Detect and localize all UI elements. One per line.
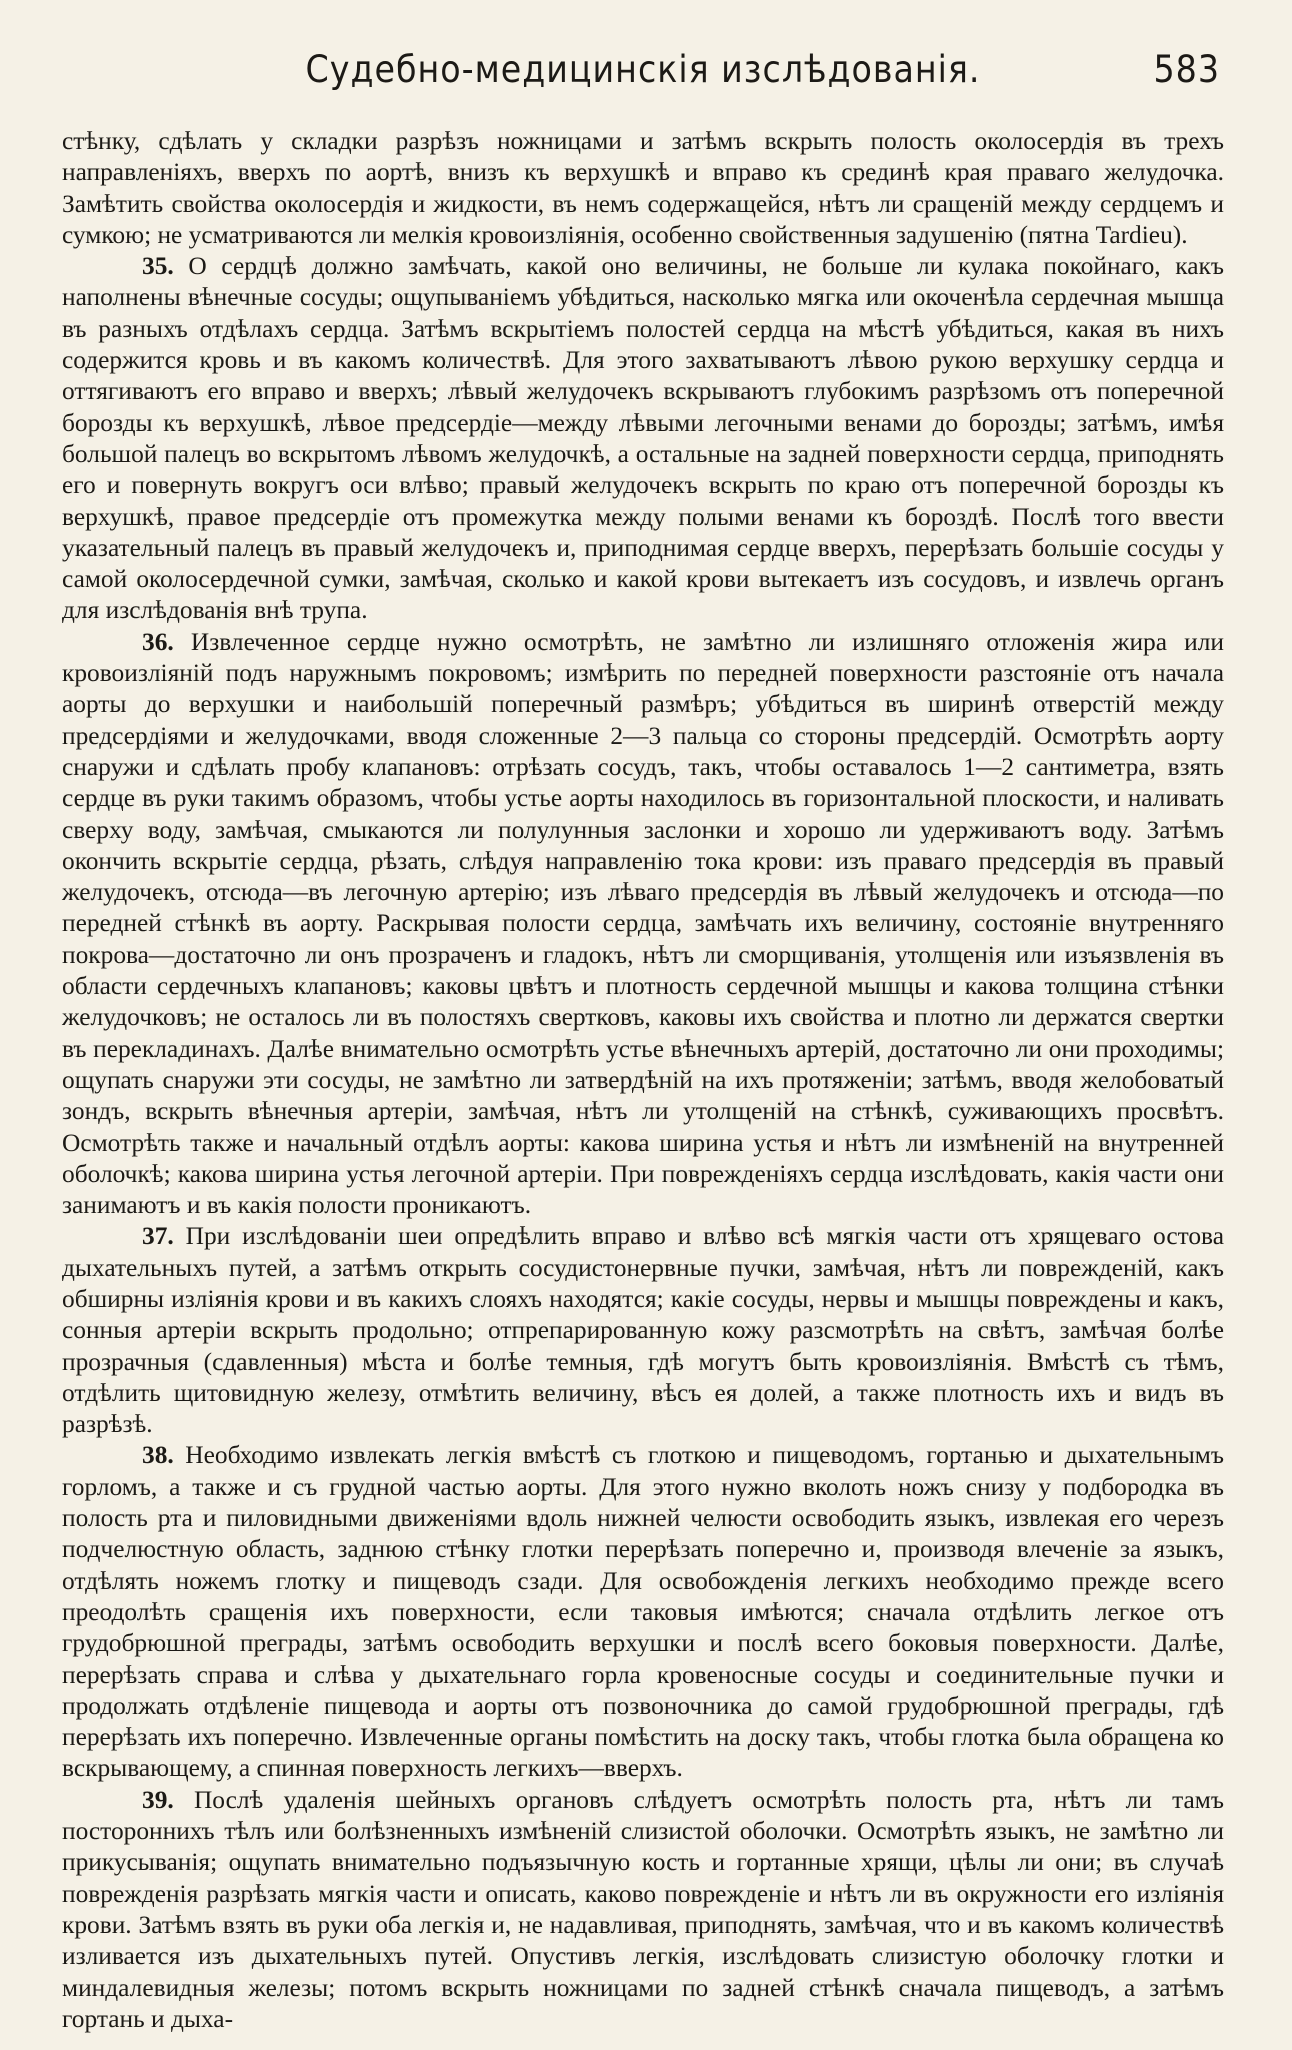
paragraph-36 — [62, 627, 1224, 1222]
section-number: 36. — [142, 627, 174, 656]
paragraph-38 — [62, 1440, 1224, 1784]
paragraph-text: Послѣ удаленія шейныхъ органовъ слѣдуетъ осмотрѣть полость рта, нѣтъ ли тамъ постороннихъ тѣлъ или болѣзненныхъ измѣненій слизистой оболочки. Осмотрѣть языкъ, не замѣтно ли прикусыванія; ощупать внимательно подъязычную кость и гортанные хрящи, цѣлы ли они; въ случаѣ поврежденія разрѣзать мягкія части и описать, каково поврежденіе и нѣтъ ли въ окружности его изліянія крови. Затѣмъ взять въ руки оба легкія и, не надавливая, приподнять, замѣчая, что и въ какомъ количествѣ изливается изъ дыхательныхъ путей. Опустивъ легкія, изслѣдовать слизистую оболочку глотки и миндалевидныя железы; потомъ вскрыть ножницами по задней стѣнкѣ сначала пищеводъ, а затѣмъ гортань и дыха- — [62, 1785, 1224, 2033]
section-number: 38. — [142, 1441, 174, 1470]
paragraph-37 — [62, 1221, 1224, 1440]
book-page — [62, 42, 1224, 2032]
continuation-paragraph: стѣнку, сдѣлать у складки разрѣзъ ножницами и затѣмъ вскрыть полость околосердія въ трехъ направленіяхъ, вверхъ по аортѣ, внизъ къ верхушкѣ и вправо къ срединѣ края праваго желудочка. Замѣтить свойства околосердія и жидкости, въ немъ содержащейся, нѣтъ ли сращеній между сердцемъ и сумкою; не усматриваются ли мелкія кровоизліянія, особенно свойственныя задушенію (пятна Tardieu). — [62, 127, 1224, 249]
running-title: Судебно-медицинскія изслѣдованія. — [305, 48, 981, 91]
body-text — [62, 126, 1224, 2035]
paragraph-39 — [62, 1785, 1224, 2035]
section-number: 39. — [142, 1785, 174, 1814]
section-number: 35. — [142, 252, 174, 281]
paragraph-text: Необходимо извлекать легкія вмѣстѣ съ глоткою и пищеводомъ, гортанью и дыхательнымъ горломъ, а также и съ грудной частью аорты. Для этого нужно вколоть ножъ снизу у подбородка въ полость рта и пиловидными движеніями вдоль нижней челюсти освободить языкъ, извлекая его черезъ подчелюстную область, заднюю стѣнку глотки перерѣзать поперечно и, производя влеченіе за языкъ, отдѣлять ножемъ глотку и пищеводъ сзади. Для освобожденія легкихъ необходимо прежде всего преодолѣть сращенія ихъ поверхности, если таковыя имѣются; сначала отдѣлить легкое отъ грудобрюшной преграды, затѣмъ освободить верхушки и послѣ всего боковыя поверхности. Далѣе, перерѣзать справа и слѣва у дыхательнаго горла кровеносные сосуды и соединительные пучки и продолжать отдѣленіе пищевода и аорты отъ позвоночника до самой грудобрюшной преграды, гдѣ перерѣзать ихъ поперечно. Извлеченные органы помѣстить на доску такъ, чтобы глотка была обращена ко вскрывающему, а спинная поверхность легкихъ—вверхъ. — [62, 1441, 1224, 1783]
running-head — [62, 42, 1224, 98]
paragraph-text: О сердцѣ должно замѣчать, какой оно величины, не больше ли кулака покойнаго, какъ наполнены вѣнечные сосуды; ощупываніемъ убѣдиться, насколько мягка или окоченѣла сердечная мышца въ разныхъ отдѣлахъ сердца. Затѣмъ вскрытіемъ полостей сердца на мѣстѣ убѣдиться, какая въ нихъ содержится кровь и въ какомъ количествѣ. Для этого захватываютъ лѣвою рукою верхушку сердца и оттягиваютъ его вправо и вверхъ; лѣвый желудочекъ вскрываютъ глубокимъ разрѣзомъ отъ поперечной борозды къ верхушкѣ, лѣвое предсердіе—между лѣвыми легочными венами до борозды; затѣмъ, имѣя большой палецъ во вскрытомъ лѣвомъ желудочкѣ, а остальные на задней поверхности сердца, приподнять его и повернуть вокругъ оси влѣво; правый желудочекъ вскрыть по краю отъ поперечной борозды къ верхушкѣ, правое предсердіе отъ промежутка между полыми венами къ бороздѣ. Послѣ того ввести указательный палецъ въ правый желудочекъ и, приподнимая сердце вверхъ, перерѣзать большіе сосуды у самой околосердечной сумки, замѣчая, сколько и какой крови вытекаетъ изъ сосудовъ, и извлечь органъ для изслѣдованія внѣ трупа. — [62, 252, 1224, 625]
paragraph-text: При изслѣдованіи шеи опредѣлить вправо и влѣво всѣ мягкія части отъ хрящеваго остова дыхательныхъ путей, а затѣмъ открыть сосудистонервные пучки, замѣчая, нѣтъ ли поврежденій, какъ обширны изліянія крови и въ какихъ слояхъ находятся; какіе сосуды, нервы и мышцы повреждены и какъ, сонныя артеріи вскрыть продольно; отпрепарированную кожу разсмотрѣть на свѣтъ, замѣчая болѣе прозрачныя (сдавленныя) мѣста и болѣе темныя, гдѣ могутъ быть кровоизліянія. Вмѣстѣ съ тѣмъ, отдѣлить щитовидную железу, отмѣтить величину, вѣсъ ея долей, а также плотность ихъ и видъ въ разрѣзѣ. — [62, 1222, 1224, 1439]
paragraph-35 — [62, 251, 1224, 627]
paragraph-text: Извлеченное сердце нужно осмотрѣть, не замѣтно ли излишняго отложенія жира или кровоизліяній подъ наружнымъ покровомъ; измѣрить по передней поверхности разстояніе отъ начала аорты до верхушки и наибольшій поперечный размѣръ; убѣдиться въ ширинѣ отверстій между предсердіями и желудочками, вводя сложенные 2—3 пальца со стороны предсердій. Осмотрѣть аорту снаружи и сдѣлать пробу клапановъ: отрѣзать сосудъ, такъ, чтобы оставалось 1—2 сантиметра, взять сердце въ руки такимъ образомъ, чтобы устье аорты находилось въ горизонтальной плоскости, и наливать сверху воду, замѣчая, смыкаются ли полулунныя заслонки и хорошо ли удерживаютъ воду. Затѣмъ окончить вскрытіе сердца, рѣзать, слѣдуя направленію тока крови: изъ праваго предсердія въ правый желудочекъ, отсюда—въ легочную артерію; изъ лѣваго предсердія въ лѣвый желудочекъ и отсюда—по передней стѣнкѣ въ аорту. Раскрывая полости сердца, замѣчать ихъ величину, состояніе внутренняго покрова—достаточно ли онъ прозраченъ и гладокъ, нѣтъ ли сморщиванія, утолщенія или изъязвленія въ области сердечныхъ клапановъ; каковы цвѣтъ и плотность сердечной мышцы и какова толщина стѣнки желудочковъ; не осталось ли въ полостяхъ свертковъ, каковы ихъ свойства и плотно ли держатся свертки въ перекладинахъ. Далѣе внимательно осмотрѣть устье вѣнечныхъ артерій, достаточно ли они проходимы; ощупать снаружи эти сосуды, не замѣтно ли затвердѣній на ихъ протяженіи; затѣмъ, вводя желобоватый зондъ, вскрыть вѣнечныя артеріи, замѣчая, нѣтъ ли утолщеній на стѣнкѣ, суживающихъ просвѣтъ. Осмотрѣть также и начальный отдѣлъ аорты: какова ширина устья и нѣтъ ли измѣненій на внутренней оболочкѣ; какова ширина устья легочной артеріи. При поврежденіяхъ сердца изслѣдовать, какія части они занимаютъ и въ какія полости проникаютъ. — [62, 627, 1224, 1220]
section-number: 37. — [142, 1222, 174, 1251]
page-number: 583 — [1153, 48, 1220, 91]
